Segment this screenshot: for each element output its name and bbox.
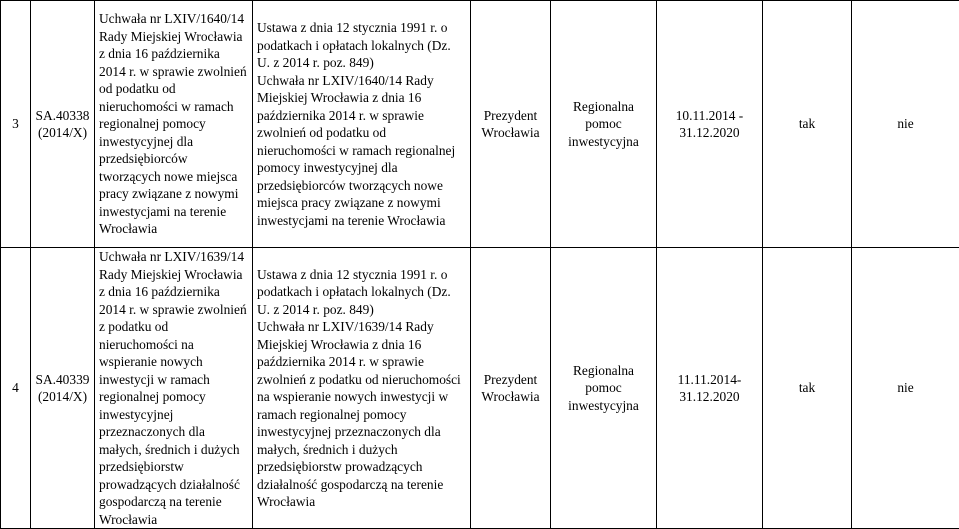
row-number: 4 (1, 248, 31, 529)
measure-title: Uchwała nr LXIV/1639/14 Rady Miejskiej Wrocławia z dnia 16 października 2014 r. w sprawie zwolnień z podatku od nieruchomości na wspieranie nowych inwestycji w ramach regionalnej pomocy inwestycyjnej przeznaczonych dla małych, średnich i dużych przedsiębiorstw prowadzących działalność gospodarczą na terenie Wrocławia (95, 248, 253, 529)
flag-no: nie (852, 1, 959, 248)
flag-yes: tak (763, 1, 852, 248)
case-number (31, 248, 95, 529)
validity-period: 10.11.2014 - 31.12.2020 (657, 1, 763, 248)
legal-basis-act: Ustawa z dnia 12 stycznia 1991 r. o podatkach i opłatach lokalnych (Dz. U. z 2014 r. poz. 849) (257, 19, 466, 72)
table-row (1, 248, 959, 529)
validity-period: 11.11.2014- 31.12.2020 (657, 248, 763, 529)
legal-basis (253, 1, 471, 248)
flag-yes: tak (763, 248, 852, 529)
table-row (1, 1, 959, 248)
granting-authority: Prezydent Wrocławia (471, 248, 551, 529)
legal-basis-resolution: Uchwała nr LXIV/1640/14 Rady Miejskiej Wrocławia z dnia 16 października 2014 r. w sprawie zwolnień od podatku od nieruchomości w ramach regionalnej pomocy inwestycyjnej dla przedsiębiorców tworzących nowe miejsca pracy związane z nowymi inwestycjami na terenie Wrocławia (257, 72, 466, 230)
granting-authority: Prezydent Wrocławia (471, 1, 551, 248)
measure-title: Uchwała nr LXIV/1640/14 Rady Miejskiej Wrocławia z dnia 16 października 2014 r. w sprawie zwolnień od podatku od nieruchomości w ramach regionalnej pomocy inwestycyjnej dla przedsiębiorców tworzących nowe miejsca pracy związane z nowymi inwestycjami na terenie Wrocławia (95, 1, 253, 248)
aid-form: Regionalna pomoc inwestycyjna (551, 1, 657, 248)
case-number (31, 1, 95, 248)
aid-form: Regionalna pomoc inwestycyjna (551, 248, 657, 529)
legal-basis-act: Ustawa z dnia 12 stycznia 1991 r. o podatkach i opłatach lokalnych (Dz. U. z 2014 r. poz. 849) (257, 266, 466, 319)
case-number-text: SA.40339 (2014/X) (36, 372, 90, 405)
case-number-text: SA.40338 (2014/X) (36, 108, 90, 141)
flag-no: nie (852, 248, 959, 529)
legal-basis (253, 248, 471, 529)
row-number: 3 (1, 1, 31, 248)
legal-basis-resolution: Uchwała nr LXIV/1639/14 Rady Miejskiej Wrocławia z dnia 16 października 2014 r. w sprawie zwolnień z podatku od nieruchomości na wspieranie nowych inwestycji w ramach regionalnej pomocy inwestycyjnej przeznaczonych dla małych, średnich i dużych przedsiębiorstw prowadzących działalność gospodarczą na terenie Wrocławia (257, 318, 466, 511)
